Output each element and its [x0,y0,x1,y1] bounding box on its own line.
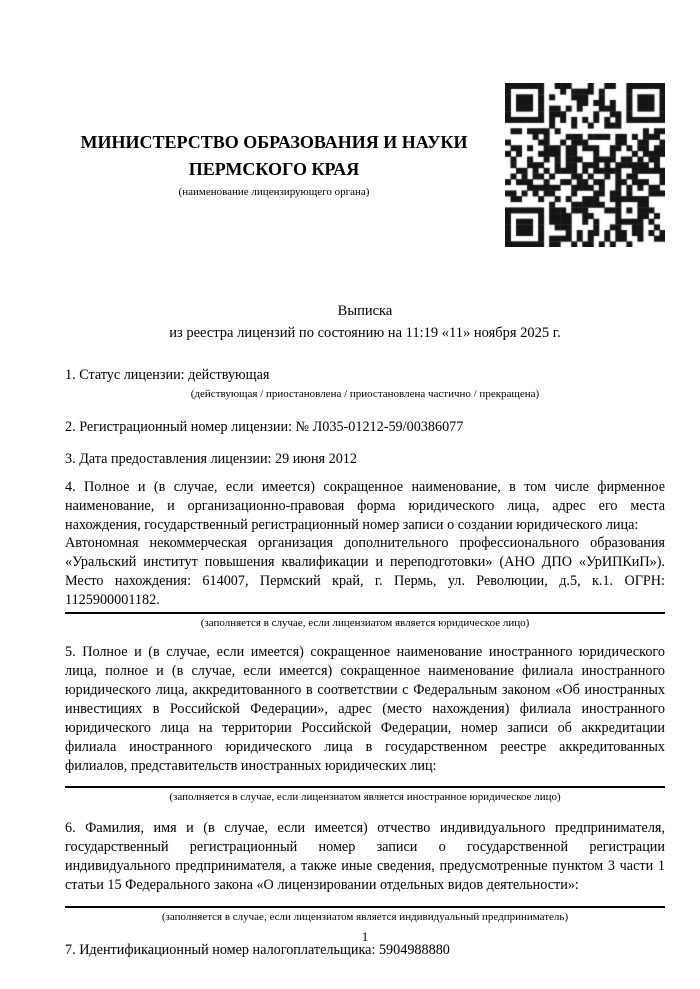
entrepreneur-note: (заполняется в случае, если лицензиатом является индивидуальный предприниматель) [161,911,569,924]
foreign-entity-label: 5. Полное и (в случае, если имеется) сокращенное наименование иностранного юридического лица, полное и (в случае, если имеется) сокращенное наименование филиала иностранного юридического лица, аккредитованного в соответствии с Федеральным законом «Об иностранных инвестициях в Российской Федерации», адрес (место нахождения) филиала иностранного юридического лица на территории Российской Федерации, номер записи об аккредитации филиала иностранного юридического лица в государственном реестре аккредитованных филиалов, представительств иностранных юридических лиц: [65,644,665,774]
field-license-date [65,450,665,469]
legal-entity-value: Автономная некоммерческая организация дополнительного профессионального образования «Уральский институт повышения квалификации и переподготовки» (АНО ДПО «УрИПКиП»). Место нахождения: 614007, Пермский край, г. Пермь, ул. Революции, д.5, к.1. ОГРН: 1125900001182. [65,535,665,609]
field-registration-number [65,418,665,437]
document-body [65,366,665,960]
authority-name-line1: МИНИСТЕРСТВО ОБРАЗОВАНИЯ И НАУКИ [80,132,468,152]
license-status-text: 1. Статус лицензии: действующая [65,367,270,383]
qr-code-container [505,83,665,247]
legal-entity-filled-block [65,478,665,614]
entrepreneur-fill-in-rule [65,895,665,908]
taxpayer-number-text: 7. Идентификационный номер налогоплательщика: 5904988880 [65,942,450,959]
field-individual-entrepreneur [65,819,665,924]
legal-entity-note: (заполняется в случае, если лицензиатом является юридическое лицо) [200,617,530,630]
foreign-entity-fill-in-rule [65,775,665,788]
document-title [65,301,665,344]
field-license-status [65,366,665,401]
license-status-note: (действующая / приостановлена / приостановлена частично / прекращена) [190,387,540,400]
field-foreign-entity [65,643,665,804]
license-date-text: 3. Дата предоставления лицензии: 29 июня 2012 [65,450,357,467]
field-legal-entity [65,478,665,630]
entrepreneur-label: 6. Фамилия, имя и (в случае, если имеется) отчество индивидуального предпринимателя, государственный регистрационный номер записи о государственной регистрации индивидуального предпринимателя, а также иные сведения, предусмотренные пунктом 3 части 1 статьи 15 Федерального закона «О лицензировании отдельных видов деятельности»: [65,820,665,894]
authority-name-line2: ПЕРМСКОГО КРАЯ [188,159,360,179]
legal-entity-label: 4. Полное и (в случае, если имеется) сокращенное наименование, в том числе фирменное наименование, и организационно-правовая форма юридического лица, адрес его места нахождения, государственный регистрационный номер записи о создании юридического лица: [65,478,665,533]
document-title-line2: из реестра лицензий по состоянию на 11:19 «11» ноября 2025 г. [169,324,561,341]
foreign-entity-note: (заполняется в случае, если лицензиатом является иностранное юридическое лицо) [169,791,561,804]
document-title-line1: Выписка [337,303,393,319]
qr-code-icon [505,83,665,247]
page-number: 1 [361,929,369,944]
registration-number-text: 2. Регистрационный номер лицензии: № Л035-01212-59/00386077 [65,418,464,435]
licensing-authority-header [62,129,486,199]
authority-caption: (наименование лицензирующего органа) [178,186,370,198]
